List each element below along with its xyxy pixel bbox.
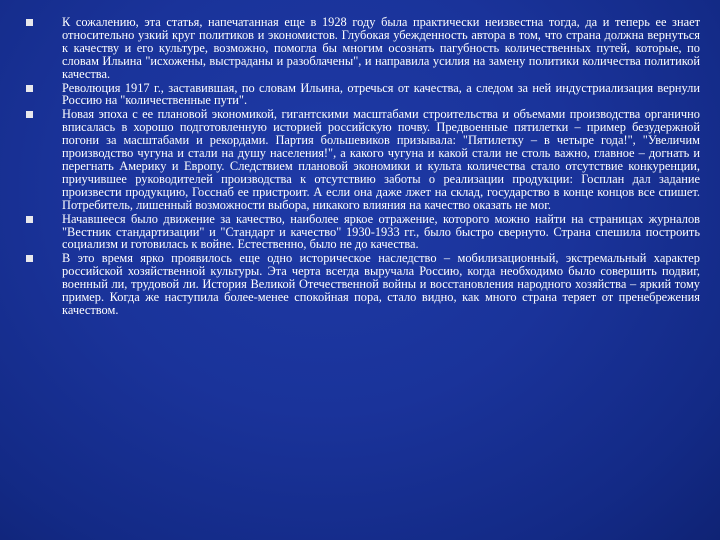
bullet-text: К сожалению, эта статья, напечатанная еще в 1928 году была практически неизвестна тогда, да и теперь ее знает относительно узкий круг политиков и экономистов. Глубокая убежденность автора в том, что страна должна вернуться к качеству и его культуре, возможно, помогла бы многим осознать пагубность количественных путей, которые, по словам Ильина "исхожены, выстраданы и разоблачены", и направила усилия на замену политики количества политикой качества. <box>62 15 700 81</box>
list-item <box>26 213 700 252</box>
list-item <box>26 108 700 211</box>
square-bullet-icon <box>26 255 33 262</box>
list-item <box>26 16 700 81</box>
bullet-text: В это время ярко проявилось еще одно историческое наследство – мобилизационный, экстремальный характер российской хозяйственной культуры. Эта черта всегда выручала Россию, когда необходимо было совершить подвиг, военный ли, трудовой ли. История Великой Отечественной войны и восстановления народного хозяйства – яркий тому пример. Когда же наступила более-менее спокойная пора, стало видно, как много страна теряет от пренебрежения качеством. <box>62 251 700 317</box>
square-bullet-icon <box>26 85 33 92</box>
list-item <box>26 82 700 108</box>
square-bullet-icon <box>26 111 33 118</box>
bullet-text: Новая эпоха с ее плановой экономикой, гигантскими масштабами строительства и объемами производства органично вписалась в хорошо подготовленную историей российскую почву. Предвоенные пятилетки – пример безудержной погони за масштабами и рекордами. Партия большевиков призывала: "Пятилетку – в четыре года!", "Увеличим производство чугуна и стали на душу населения!", а какого чугуна и какой стали не столь важно, главное – догнать и перегнать Америку и Европу. Следствием плановой экономики и культа количества стало отсутствие конкуренции, приучившее руководителей производства к отсутствию заботы о реализации продукции: Госплан дал задание произвести продукцию, Госснаб ее пристроит. А если она даже лжет на склад, государство в конце концов все спишет. Потребитель, лишенный возможности выбора, никакого влияния на качество оказать не мог. <box>62 107 700 212</box>
bullet-text: Начавшееся было движение за качество, наиболее яркое отражение, которого можно найти на страницах журналов "Вестник стандартизации" и "Стандарт и качество" 1930-1933 гг., было быстро свернуто. Страна спешила построить социализм и готовилась к войне. Естественно, было не до качества. <box>62 211 700 252</box>
list-item <box>26 252 700 317</box>
square-bullet-icon <box>26 216 33 223</box>
bullet-text: Революция 1917 г., заставившая, по словам Ильина, отречься от качества, а следом за ней индустриализация вернули Россию на "количественные пути". <box>62 80 700 108</box>
bullet-list <box>26 16 700 318</box>
square-bullet-icon <box>26 19 33 26</box>
